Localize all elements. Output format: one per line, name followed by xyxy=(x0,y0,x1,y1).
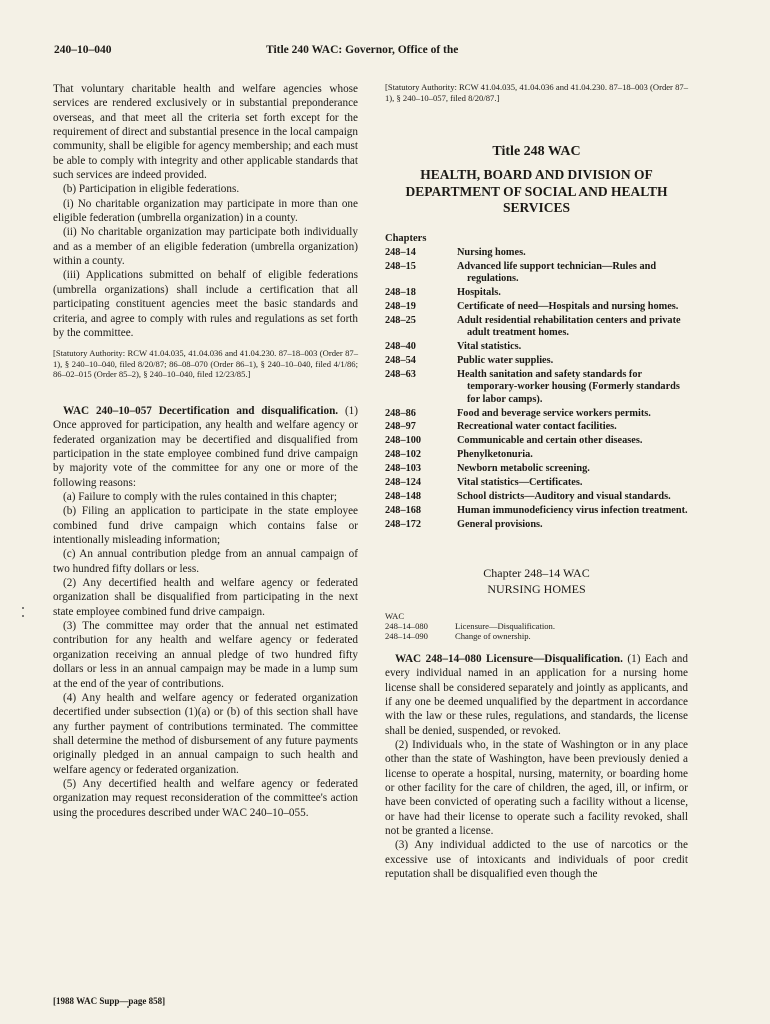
chapters-label: Chapters xyxy=(385,232,427,244)
title-subheading: HEALTH, BOARD AND DIVISION OF DEPARTMENT OF SOCIAL AND HEALTH SERVICES xyxy=(405,167,668,216)
paragraph: (iii) Applications submitted on behalf of eligible federations (umbrella organizations) shall include a certification that all participating constituent agencies meet the basic standards and criteria, and agree to comply with rules and regulations as set forth by the committee. xyxy=(53,269,358,339)
chapter-row xyxy=(385,519,688,533)
chapter-number: 248–168 xyxy=(385,504,422,516)
wac-number: 248–14–090 xyxy=(385,631,428,642)
title-heading: Title 248 WAC xyxy=(492,144,581,160)
chapter-title: Human immunodeficiency virus infection treatment. xyxy=(457,504,688,516)
paragraph: (b) Participation in eligible federations. xyxy=(63,183,240,196)
chapter-title: Newborn metabolic screening. xyxy=(457,463,590,475)
chapter-number: 248–25 xyxy=(385,314,416,326)
chapter-number: 248–148 xyxy=(385,491,422,502)
paragraph: (c) An annual contribution pledge from an annual campaign of two hundred fifty dollars or less. xyxy=(53,548,358,575)
chapter-number: 248–40 xyxy=(385,341,416,353)
chapter-row xyxy=(385,315,688,341)
chapter-title: Phenylketonuria. xyxy=(457,449,533,461)
header-title: Title 240 WAC: Governor, Office of the xyxy=(266,44,459,56)
wac-number: 248–14–080 xyxy=(385,620,428,631)
chapter-number: 248–103 xyxy=(385,463,422,475)
left-column xyxy=(53,82,358,820)
chapters-table xyxy=(385,247,688,533)
chapter-title: General provisions. xyxy=(457,518,543,530)
chapter-title: School districts—Auditory and visual standards. xyxy=(457,491,671,502)
chapter-title: Certificate of need—Hospitals and nursing homes. xyxy=(457,300,679,312)
wac-list-row xyxy=(385,631,555,642)
chapter-title: Vital statistics. xyxy=(457,341,522,353)
section-heading: WAC 248–14–080 Licensure—Disqualification. xyxy=(395,652,623,665)
chapter-row xyxy=(385,477,688,491)
paragraph: (4) Any health and welfare agency or federated organization decertified under subsection (1)(a) or (b) of this section shall have any further payment of contributions terminated. The committee shall determine the method of disbursement of any future payments originally pledged in an annual campaign to such health and welfare agency or federated organization. xyxy=(53,691,358,776)
chapter-row xyxy=(385,287,688,301)
chapter-title: Adult residential rehabilitation centers and private adult treatment homes. xyxy=(457,314,681,339)
section-heading: WAC 240–10–057 Decertification and disqualification. xyxy=(63,404,339,417)
chapter-row xyxy=(385,491,688,505)
chapter-title: Communicable and certain other diseases. xyxy=(457,435,643,447)
chapter-row xyxy=(385,261,688,287)
chapter-number: 248–100 xyxy=(385,435,422,447)
paragraph: (b) Filing an application to participate in the state employee combined fund drive campaign which contains false or intentionally misleading information; xyxy=(53,505,358,547)
chapter-number: 248–172 xyxy=(385,518,422,530)
chapter-title: Vital statistics—Certificates. xyxy=(457,477,583,489)
chapter-title: Advanced life support technician—Rules and regulations. xyxy=(457,260,657,284)
scan-speck xyxy=(127,1006,129,1008)
chapter-title: Nursing homes. xyxy=(457,246,526,258)
header-section-number: 240–10–040 xyxy=(54,44,112,56)
wac-title: Licensure—Disqualification. xyxy=(455,620,555,631)
chapter-title: Health sanitation and safety standards for temporary-worker housing (Formerly standards for labor camps). xyxy=(457,368,680,405)
chapter-row xyxy=(385,408,688,422)
paragraph: (ii) No charitable organization may participate both individually and as a member of an eligible federation (umbrella organization) within a county. xyxy=(53,226,358,268)
chapter-title: Public water supplies. xyxy=(457,354,554,366)
chapter-number: 248–97 xyxy=(385,421,416,433)
chapter-row xyxy=(385,247,688,261)
paragraph: (3) Any individual addicted to the use of narcotics or the excessive use of intoxicants and individuals of poor credit reputation shall be disqualified even though the xyxy=(385,839,688,881)
paragraph: (i) No charitable organization may participate in more than one eligible federation (umbrella organization) in a county. xyxy=(53,197,358,225)
scan-speck xyxy=(22,615,24,617)
paragraph: (1) Once approved for participation, any health and welfare agency or federated organization may be decertified and disqualified from participation in the state employee combined fund drive campaign by majority vote of the committee for any one or more of the following reasons: xyxy=(53,404,358,489)
running-header xyxy=(54,44,714,60)
scan-speck xyxy=(22,607,24,609)
chapter-number: 248–63 xyxy=(385,368,416,380)
chapter-number: 248–15 xyxy=(385,260,416,272)
statutory-authority: [Statutory Authority: RCW 41.04.035, 41.04.036 and 41.04.230. 87–18–003 (Order 87–1), § 240–10–040, filed 8/20/87; 86–08–070 (Order 86–1), § 240–10–040, filed 4/1/86; 86–02–015 (Order 85–2), § 240–10–040, filed 12/23/85.] xyxy=(53,348,358,380)
chapter-name: NURSING HOMES xyxy=(487,581,586,596)
chapter-title: Recreational water contact facilities. xyxy=(457,421,617,433)
paragraph: (2) Individuals who, in the state of Washington or in any place other than the state of Washington, have been previously denied a license to operate a hospital, nursing, maternity, or boarding home or other facility for the care of children, the aged, ill, or infirm, or have been convicted of operating such a facility without a license, or have had their license to operate such a facility revoked, shall not be granted a license. xyxy=(385,738,688,838)
chapter-title: Food and beverage service workers permits. xyxy=(457,407,651,419)
chapter-row xyxy=(385,505,688,519)
page-footer: [1988 WAC Supp—page 858] xyxy=(53,996,166,1006)
paragraph: (5) Any decertified health and welfare agency or federated organization may request reconsideration of the committee's action using the procedures described under WAC 240–10–055. xyxy=(53,777,358,819)
statutory-authority: [Statutory Authority: RCW 41.04.035, 41.04.036 and 41.04.230. 87–18–003 (Order 87–1), § 240–10–057, filed 8/20/87.] xyxy=(385,82,688,103)
chapter-title: Hospitals. xyxy=(457,286,501,298)
chapter-row xyxy=(385,463,688,477)
wac-list-row xyxy=(385,621,555,632)
paragraph: (2) Any decertified health and welfare agency or federated organization shall be disqualified from participating in the next state employee combined fund drive campaign. xyxy=(53,577,358,618)
right-column xyxy=(385,82,688,881)
wac-section-list xyxy=(385,621,555,642)
chapter-number: 248–124 xyxy=(385,477,422,489)
chapter-number: 248–86 xyxy=(385,407,416,419)
wac-list-label: WAC xyxy=(385,610,405,621)
chapter-number: 248–14 xyxy=(385,246,416,258)
chapter-row xyxy=(385,449,688,463)
chapter-row xyxy=(385,301,688,315)
chapter-row xyxy=(385,341,688,355)
chapter-number: 248–102 xyxy=(385,449,422,461)
chapter-row xyxy=(385,369,688,408)
chapter-number: 248–54 xyxy=(385,354,416,366)
chapter-row xyxy=(385,435,688,449)
paragraph: (a) Failure to comply with the rules contained in this chapter; xyxy=(63,491,338,504)
chapter-number: 248–18 xyxy=(385,286,416,298)
paragraph: (3) The committee may order that the annual net estimated contribution for any health and welfare agency or federated organization receiving an annual pledge of two hundred fifty dollars or less in an annual campaign may be made in a lump sum at the end of the year of contributions. xyxy=(53,620,358,690)
wac-title: Change of ownership. xyxy=(455,631,531,642)
chapter-row xyxy=(385,355,688,369)
paragraph: That voluntary charitable health and welfare agencies whose services are rendered exclusively or in substantial preponderance overseas, and that meet all the criteria set forth except for the requirement of direct and substantial presence in the local campaign community, shall be eligible for agency membership; and each must be able to comply with integrity and other applicable standards that such services are indeed provided. xyxy=(53,83,358,182)
chapter-heading: Chapter 248–14 WAC xyxy=(483,565,590,580)
chapter-row xyxy=(385,421,688,435)
paragraph: (1) Each and every individual named in an application for a nursing home license shall be considered separately and jointly as applicants, and if any one be deemed unqualified by the department in accordance with the law or these rules, regulations, and standards, the license shall be denied, suspended, or revoked. xyxy=(385,652,688,737)
chapter-number: 248–19 xyxy=(385,300,416,312)
